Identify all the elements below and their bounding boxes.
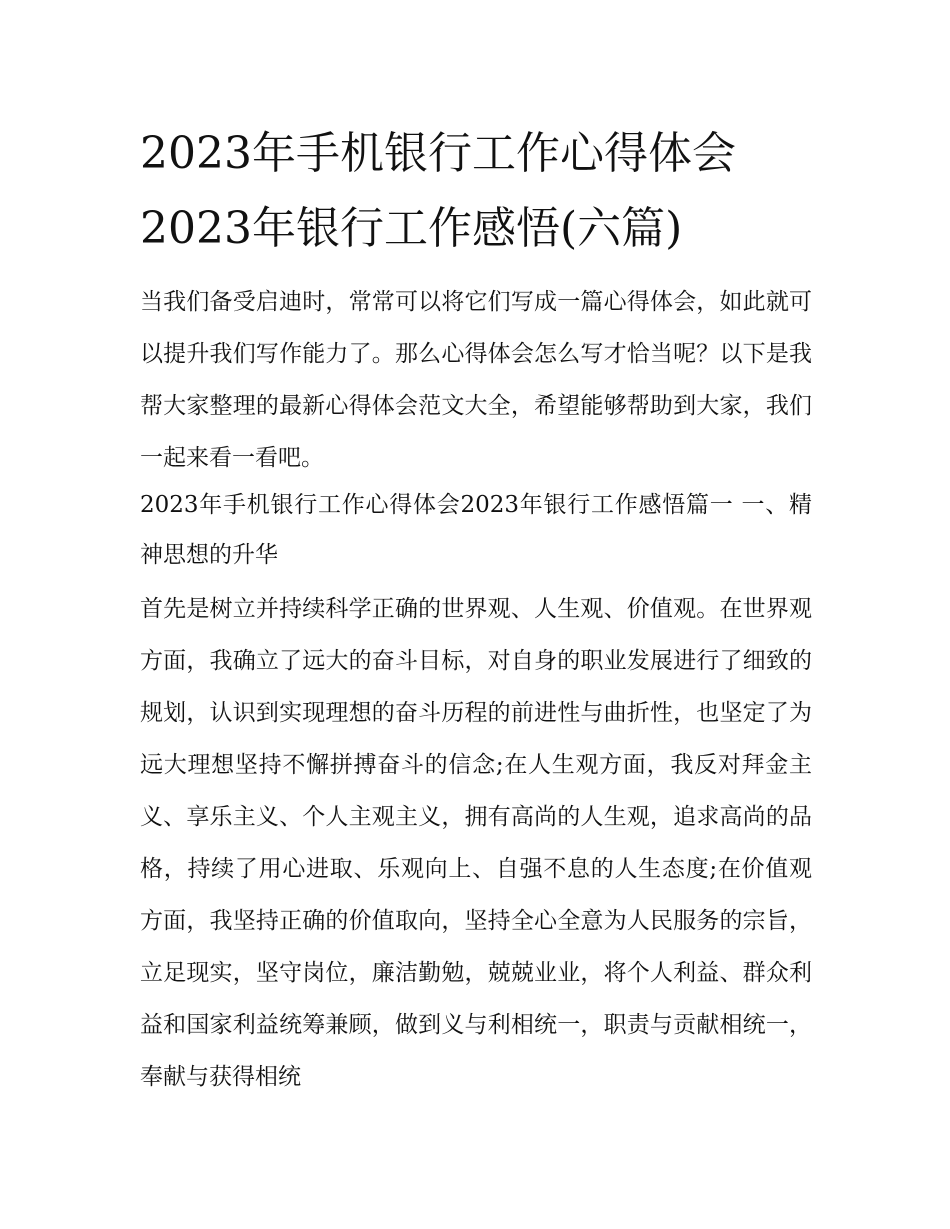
title-line-1: 2023年手机银行工作心得体会	[140, 128, 736, 179]
main-paragraph: 首先是树立并持续科学正确的世界观、人生观、价值观。在世界观方面，我确立了远大的奋斗目标，对自身的职业发展进行了细致的规划，认识到实现理想的奋斗历程的前进性与曲折性，也坚定了为远大理想坚持不懈拼搏奋斗的信念;在人生观方面，我反对拜金主义、享乐主义、个人主观主义，拥有高尚的人生观，追求高尚的品格，持续了用心进取、乐观向上、自强不息的人生态度;在价值观方面，我坚持正确的价值取向，坚持全心全意为人民服务的宗旨，立足现实，坚守岗位，廉洁勤勉，兢兢业业，将个人利益、群众利益和国家利益统筹兼顾，做到义与利相统一，职责与贡献相统一，奉献与获得相统	[140, 596, 812, 1090]
section-heading: 2023年手机银行工作心得体会2023年银行工作感悟篇一 一、精神思想的升华	[140, 492, 812, 568]
title-line-2: 2023年银行工作感悟(六篇)	[140, 203, 683, 254]
intro-paragraph: 当我们备受启迪时，常常可以将它们写成一篇心得体会，如此就可以提升我们写作能力了。那么心得体会怎么写才恰当呢？以下是我帮大家整理的最新心得体会范文大全，希望能够帮助到大家，我们一起来看一看吧。	[140, 289, 812, 471]
document-title	[140, 116, 830, 266]
